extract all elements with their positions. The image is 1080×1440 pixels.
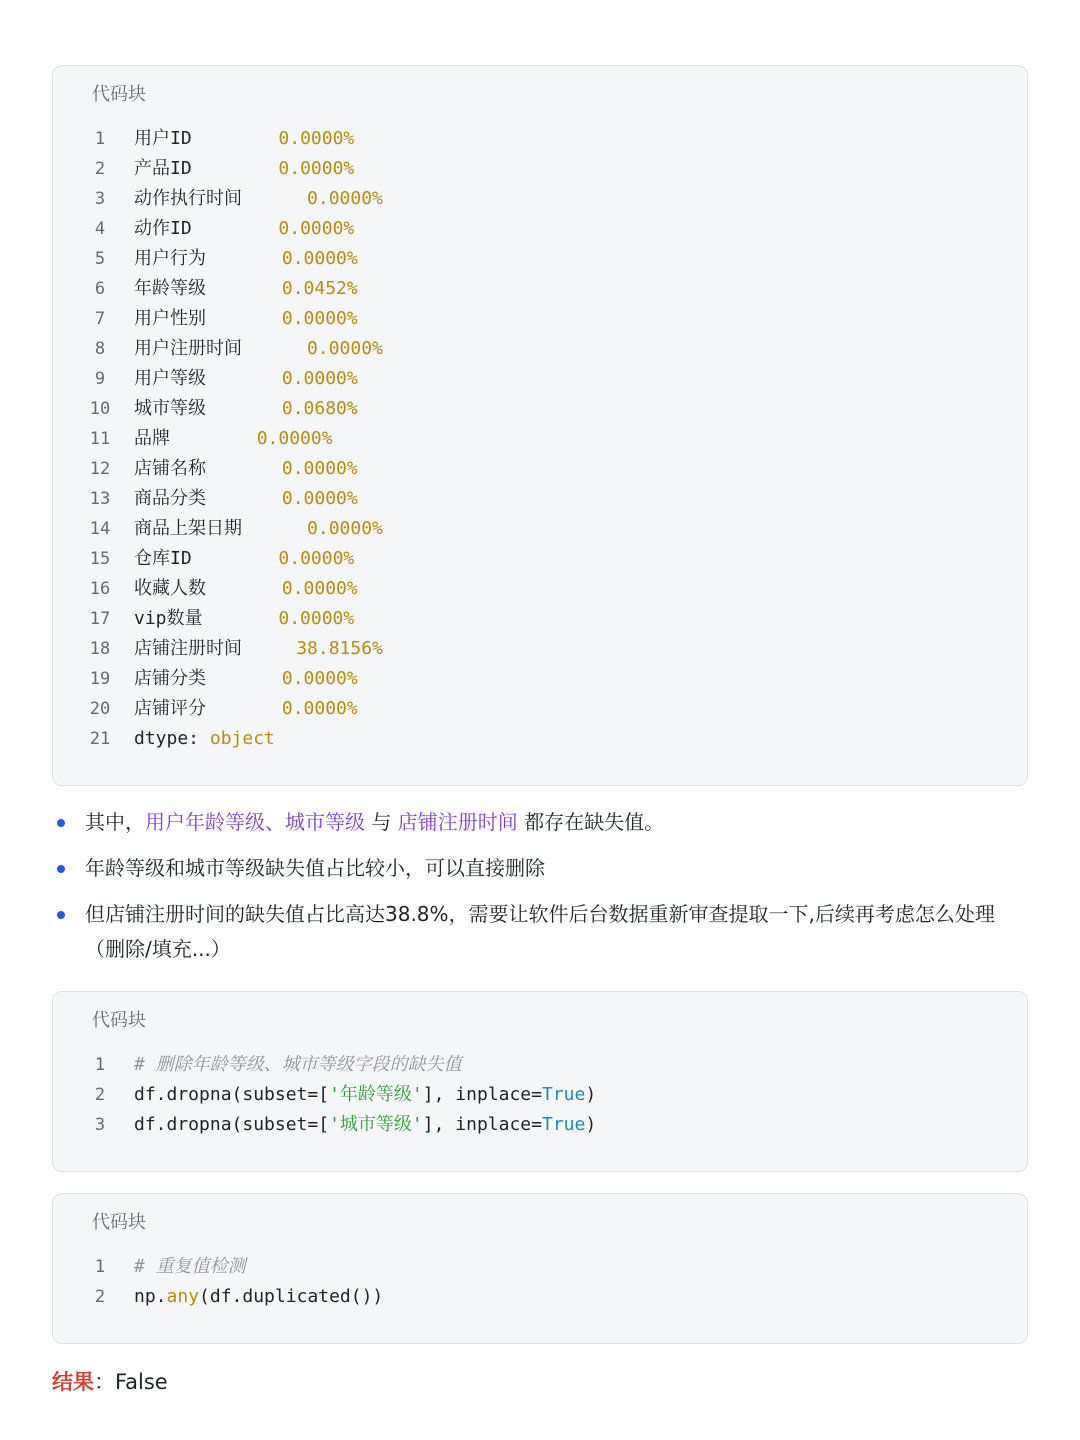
code-line — [53, 1110, 1027, 1140]
code-block-title: 代码块 — [92, 1010, 146, 1031]
line-number: 6 — [94, 279, 106, 299]
code-block-dropna — [52, 991, 1028, 1172]
code-text: 商品分类 0.0000% — [134, 488, 358, 509]
result-label: 结果 — [52, 1370, 94, 1394]
code-line — [53, 424, 1027, 454]
line-number: 19 — [89, 669, 111, 689]
code-text: dtype: object — [134, 728, 275, 749]
code-line — [53, 184, 1027, 214]
line-number: 1 — [94, 129, 106, 149]
list-item: 但店铺注册时间的缺失值占比高达38.8%，需要让软件后台数据重新审查提取一下,后续再考虑怎么处理（删除/填充...） — [52, 897, 1032, 967]
code-line — [53, 304, 1027, 334]
code-line — [53, 364, 1027, 394]
code-comment: # 删除年龄等级、城市等级字段的缺失值 — [134, 1054, 462, 1075]
line-number: 17 — [89, 609, 111, 629]
code-text: 产品ID 0.0000% — [134, 158, 355, 179]
code-line — [53, 154, 1027, 184]
line-number: 11 — [89, 429, 111, 449]
code-text: np.any(df.duplicated()) — [134, 1286, 384, 1307]
code-comment: # 重复值检测 — [134, 1256, 246, 1277]
line-number: 3 — [94, 1115, 106, 1135]
code-text: 用户行为 0.0000% — [134, 248, 358, 269]
code-block-missing-ratio — [52, 65, 1028, 786]
bullet-dot-icon — [57, 865, 65, 873]
code-text: df.dropna(subset=['年龄等级'], inplace=True) — [134, 1084, 597, 1105]
line-number: 14 — [89, 519, 111, 539]
code-line — [53, 394, 1027, 424]
code-block-title: 代码块 — [92, 84, 146, 105]
line-number: 3 — [94, 189, 106, 209]
code-line — [53, 334, 1027, 364]
code-text: 用户注册时间 0.0000% — [134, 338, 383, 359]
code-text: 仓库ID 0.0000% — [134, 548, 355, 569]
bullet-dot-icon — [57, 819, 65, 827]
highlight-text: 店铺注册时间 — [397, 810, 518, 834]
code-block-title: 代码块 — [92, 1212, 146, 1233]
line-number: 12 — [89, 459, 111, 479]
bullet-dot-icon — [57, 911, 65, 919]
line-number: 21 — [89, 729, 111, 749]
result-value: False — [115, 1370, 168, 1394]
code-line — [53, 274, 1027, 304]
code-text: 店铺分类 0.0000% — [134, 668, 358, 689]
code-text: 商品上架日期 0.0000% — [134, 518, 383, 539]
code-lines — [53, 1050, 1027, 1140]
code-text: 动作ID 0.0000% — [134, 218, 355, 239]
code-text: 用户性别 0.0000% — [134, 308, 358, 329]
line-number: 4 — [94, 219, 106, 239]
code-line — [53, 124, 1027, 154]
line-number: 9 — [94, 369, 106, 389]
code-lines — [53, 1252, 1027, 1312]
line-number: 18 — [89, 639, 111, 659]
code-line — [53, 574, 1027, 604]
code-line — [53, 244, 1027, 274]
line-number: 1 — [94, 1257, 106, 1277]
code-line — [53, 694, 1027, 724]
code-line — [53, 544, 1027, 574]
code-line — [53, 1282, 1027, 1312]
code-line — [53, 724, 1027, 754]
line-number: 15 — [89, 549, 111, 569]
bullet-list — [52, 805, 1032, 967]
code-text: 品牌 0.0000% — [134, 428, 333, 449]
code-line — [53, 664, 1027, 694]
line-number: 5 — [94, 249, 106, 269]
code-text: 收藏人数 0.0000% — [134, 578, 358, 599]
code-text: df.dropna(subset=['城市等级'], inplace=True) — [134, 1114, 597, 1135]
line-number: 10 — [89, 399, 111, 419]
code-text: 城市等级 0.0680% — [134, 398, 358, 419]
code-line — [53, 1050, 1027, 1080]
line-number: 2 — [94, 1287, 106, 1307]
line-number: 8 — [94, 339, 106, 359]
code-text: 店铺评分 0.0000% — [134, 698, 358, 719]
line-number: 7 — [94, 309, 106, 329]
list-item: 其中，用户年龄等级、城市等级 与 店铺注册时间 都存在缺失值。 — [52, 805, 1032, 840]
code-text: vip数量 0.0000% — [134, 608, 355, 629]
code-line — [53, 1080, 1027, 1110]
code-lines — [53, 124, 1027, 754]
line-number: 20 — [89, 699, 111, 719]
code-line — [53, 634, 1027, 664]
code-line — [53, 214, 1027, 244]
code-line — [53, 1252, 1027, 1282]
code-text: 动作执行时间 0.0000% — [134, 188, 383, 209]
code-line — [53, 514, 1027, 544]
result-line: 结果：False — [52, 1370, 168, 1394]
line-number: 2 — [94, 1085, 106, 1105]
line-number: 16 — [89, 579, 111, 599]
line-number: 1 — [94, 1055, 106, 1075]
code-block-duplicates — [52, 1193, 1028, 1344]
code-text: 年龄等级 0.0452% — [134, 278, 358, 299]
list-item: 年龄等级和城市等级缺失值占比较小，可以直接删除 — [52, 851, 1032, 886]
code-line — [53, 484, 1027, 514]
line-number: 13 — [89, 489, 111, 509]
code-text: 店铺注册时间 38.8156% — [134, 638, 383, 659]
code-text: 用户等级 0.0000% — [134, 368, 358, 389]
code-text: 用户ID 0.0000% — [134, 128, 355, 149]
code-line — [53, 604, 1027, 634]
highlight-text: 用户年龄等级、城市等级 — [145, 810, 365, 834]
line-number: 2 — [94, 159, 106, 179]
code-line — [53, 454, 1027, 484]
code-text: 店铺名称 0.0000% — [134, 458, 358, 479]
